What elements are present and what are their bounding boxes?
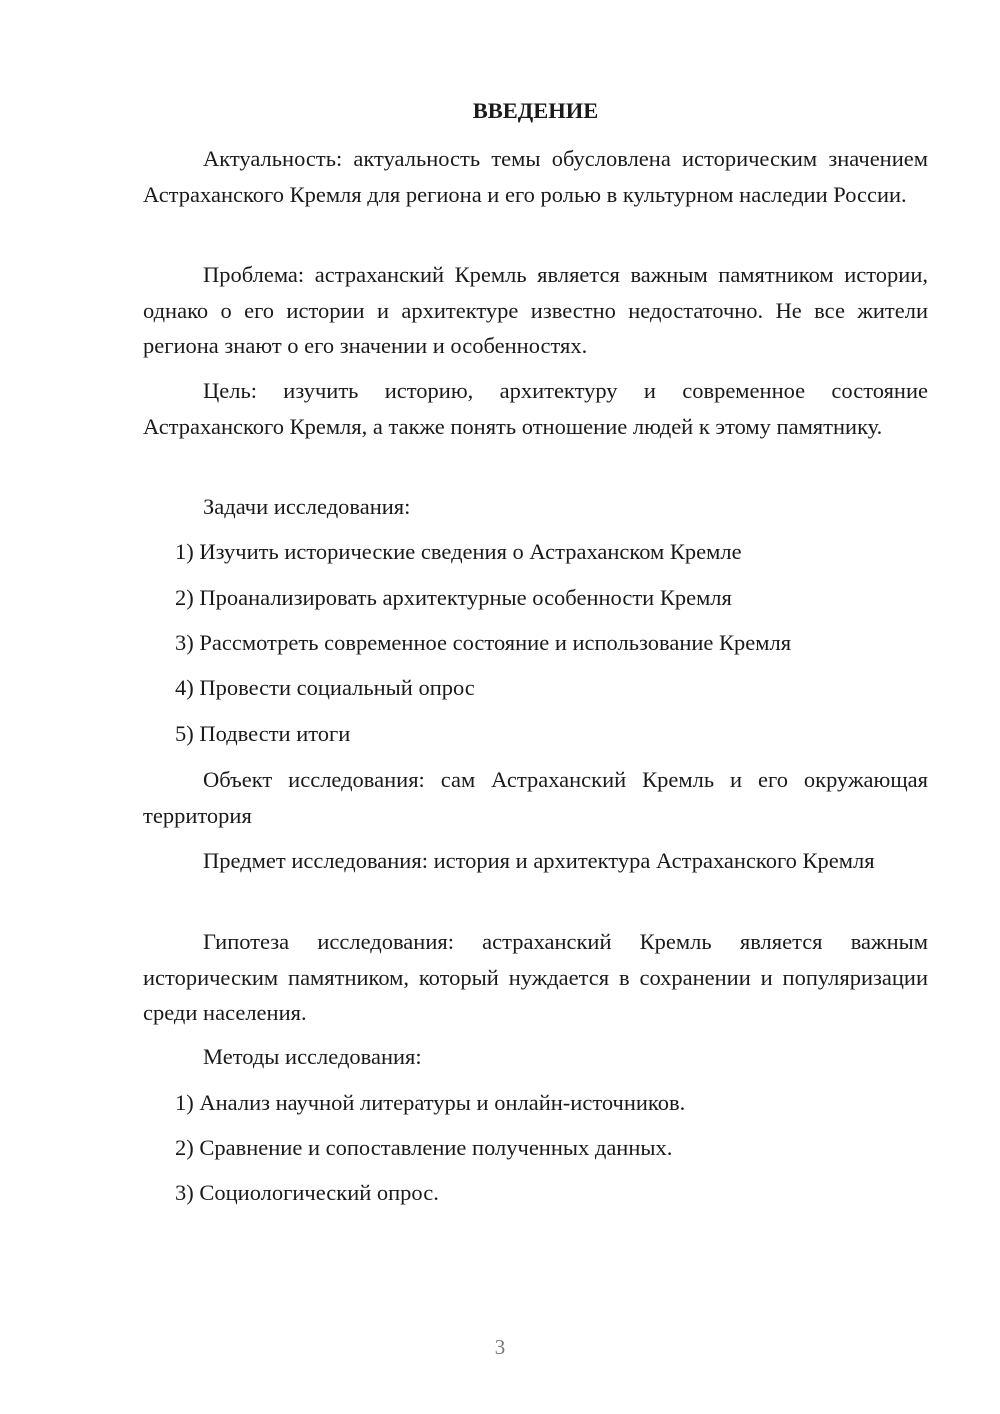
relevance-paragraph: Актуальность: актуальность темы обусловлена историческим значением Астраханского Кремля для региона и его ролью в культурном наследии России. bbox=[143, 146, 928, 207]
goal-paragraph: Цель: изучить историю, архитектуру и современное состояние Астраханского Кремля, а также понять отношение людей к этому памятнику. bbox=[143, 378, 928, 439]
problem-paragraph: Проблема: астраханский Кремль является важным памятником истории, однако о его истории и архитектуре известно недостаточно. Не все жители региона знают о его значении и особенностях. bbox=[143, 262, 928, 358]
object-paragraph: Объект исследования: сам Астраханский Кремль и его окружающая территория bbox=[143, 767, 928, 828]
task-item: 4) Провести социальный опрос bbox=[175, 675, 475, 700]
page-title: ВВЕДЕНИЕ bbox=[472, 98, 599, 123]
methods-heading: Методы исследования: bbox=[203, 1044, 422, 1069]
task-item: 5) Подвести итоги bbox=[175, 721, 351, 746]
task-item: 1) Изучить исторические сведения о Астраханском Кремле bbox=[175, 539, 742, 564]
method-item: 1) Анализ научной литературы и онлайн-источников. bbox=[175, 1090, 686, 1115]
hypothesis-paragraph: Гипотеза исследования: астраханский Кремль является важным историческим памятником, который нуждается в сохранении и популяризации среди населения. bbox=[143, 929, 928, 1025]
method-item: 2) Сравнение и сопоставление полученных данных. bbox=[175, 1135, 673, 1160]
method-item: 3) Социологический опрос. bbox=[175, 1180, 439, 1205]
task-item: 3) Рассмотреть современное состояние и использование Кремля bbox=[175, 630, 792, 655]
tasks-heading: Задачи исследования: bbox=[203, 494, 411, 519]
task-item: 2) Проанализировать архитектурные особенности Кремля bbox=[175, 585, 732, 610]
subject-paragraph: Предмет исследования: история и архитектура Астраханского Кремля bbox=[203, 848, 875, 873]
page-number: 3 bbox=[494, 1335, 506, 1359]
